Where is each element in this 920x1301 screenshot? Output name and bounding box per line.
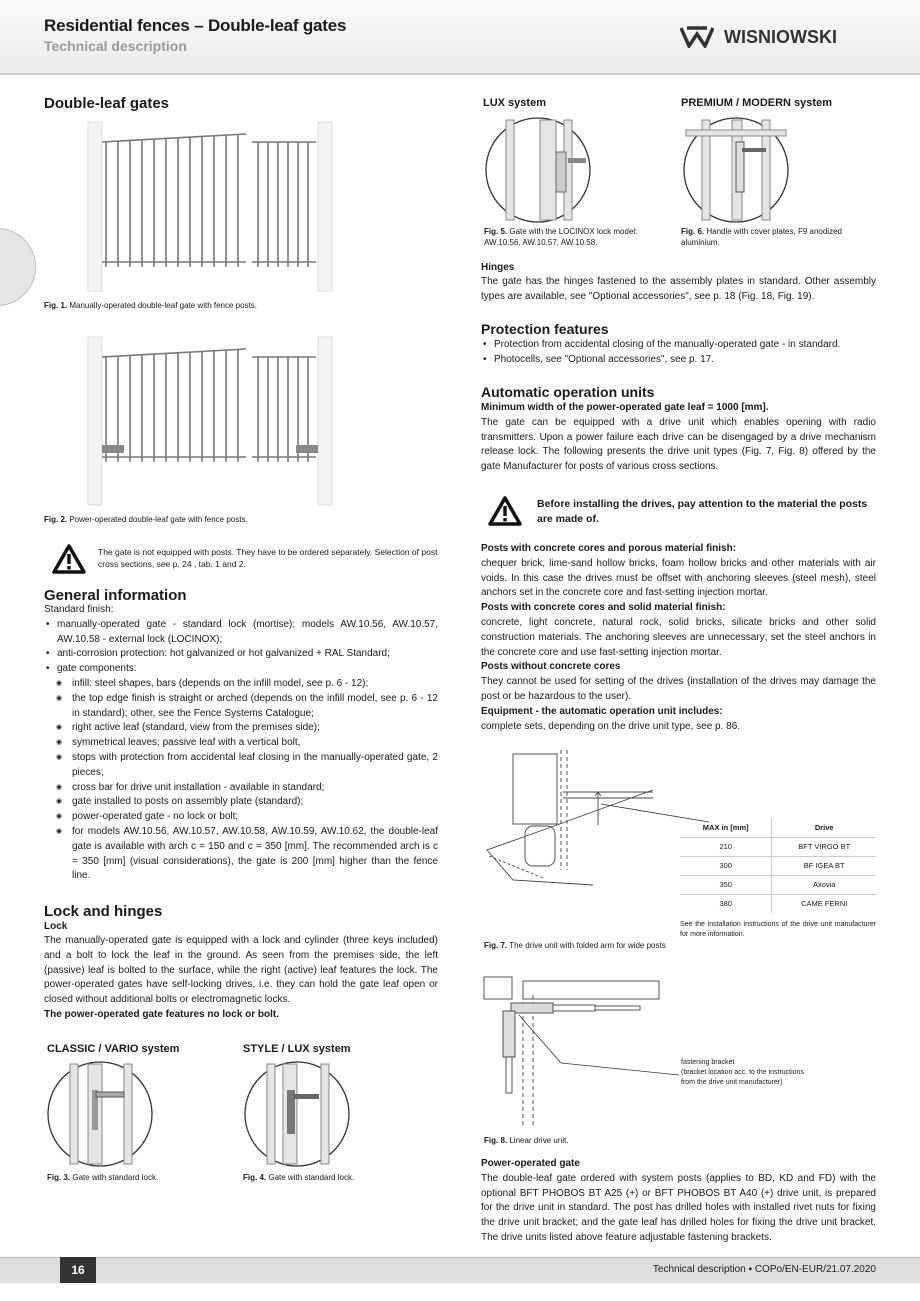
sub-list-item: ◉ infill: steel shapes, bars (depends on the infill model, see p. 6 - 12); <box>44 677 438 692</box>
fig7-folded-arm-drive-drawing <box>483 750 713 940</box>
section-title-general: General information <box>44 587 187 604</box>
fig5-caption: Fig. 5. Gate with the LOCINOX lock model: AW.10.56, AW.10.57, AW.10.58. <box>484 227 638 247</box>
table-cell: 350 <box>680 875 772 894</box>
list-item: • anti-corrosion protection: hot galvanized or hot galvanized + RAL Standard; <box>44 647 438 662</box>
page-number: 16 <box>60 1257 96 1283</box>
list-item: • Photocells, see "Optional accessories", see p. 17. <box>481 353 876 368</box>
standard-finish-list <box>44 618 438 884</box>
table-header: MAX in [mm] <box>680 818 772 837</box>
posts-warning-text: The gate is not equipped with posts. They have to be ordered separately. Selection of post cross sections, see p. 24 , tab. 1 and 2. <box>98 547 438 569</box>
system-style-lux-label: STYLE / LUX system <box>243 1043 351 1055</box>
lock-bold-note: The power-operated gate features no lock or bolt. <box>44 1008 280 1020</box>
bracket-note: (bracket location acc. to the instructions <box>681 1069 804 1076</box>
bracket-annotation <box>681 1058 804 1088</box>
bracket-label: fastening bracket <box>681 1059 735 1066</box>
posts1-text: chequer brick, lime-sand hollow bricks, foam hollow bricks and other materials with air voids. In this case the drives must be offset with anchoring sleeves (steel mesh), steel anchors set in the concrete core and fast-setting injection mortar. <box>481 557 876 599</box>
power-gate-text: The double-leaf gate ordered with system posts (applies to BD, KD and FD) with the optional BFT PHOBOS BT A25 (+) or BFT PHOBOS BT A40 (+) drive unit, is prepared for the drive unit in standard. The post has drilled holes with installed rivet nuts for fixing the drive unit bracket; and the gate leaf has drilled holes for fixing the drive unit bracket. The drive units listed above feature adjustable fastening brackets. <box>481 1172 876 1243</box>
warning-icon <box>488 495 522 527</box>
posts2-title: Posts with concrete cores and solid material finish: <box>481 602 726 614</box>
posts3-text: They cannot be used for setting of the drives (installation of the drives may damage the post or be hazardous to the user). <box>481 676 876 702</box>
wisniowski-logo-icon <box>680 26 714 48</box>
hinges-block <box>481 261 876 305</box>
sub-list-item: ◉ gate installed to posts on assembly plate (standard); <box>44 795 438 810</box>
sub-list-item: ◉ the top edge finish is straight or arched (depends on the infill model, see p. 6 - 12 in standard); other, see the Fence Systems Catalogue; <box>44 692 438 722</box>
list-item: • Protection from accidental closing of the manually-operated gate - in standard. <box>481 338 876 353</box>
table-cell: BFT VIRGO BT <box>772 837 876 856</box>
min-width-note: Minimum width of the power-operated gate leaf = 1000 [mm]. <box>481 402 769 413</box>
standard-finish-label: Standard finish: <box>44 604 114 615</box>
table-cell: 300 <box>680 856 772 875</box>
sub-list-item: ◉ power-operated gate - no lock or bolt; <box>44 810 438 825</box>
header-title: Residential fences – Double-leaf gates <box>44 16 347 35</box>
sub-list-item: ◉ right active leaf (standard, view from the premises side); <box>44 721 438 736</box>
fig6-handle-image <box>682 116 792 224</box>
posts1-title: Posts with concrete cores and porous material finish: <box>481 543 737 554</box>
posts3-title: Posts without concrete cores <box>481 661 621 673</box>
lux-system-label: LUX system <box>483 97 546 109</box>
side-tab-marker <box>0 228 36 306</box>
table-header: Drive <box>772 818 876 837</box>
fig2-caption: Fig. 2. Power-operated double-leaf gate with fence posts. <box>44 515 248 524</box>
fig8-caption: Fig. 8. Linear drive unit. <box>484 1136 569 1145</box>
general-info-block <box>44 603 438 884</box>
hinges-title: Hinges <box>481 262 515 273</box>
hinges-text: The gate has the hinges fastened to the assembly plates in standard. Other assembly types are available, see "Optional accessories", see p. 18 (Fig. 18, Fig. 19). <box>481 276 876 302</box>
header-subtitle: Technical description <box>44 38 187 54</box>
bracket-note: from the drive unit manufacturer) <box>681 1079 783 1086</box>
posts-block <box>481 542 876 734</box>
fig1-manual-gate-image <box>86 112 334 292</box>
sub-list-item: ◉ cross bar for drive unit installation - available in standard; <box>44 781 438 796</box>
automatic-text: The gate can be equipped with a drive unit which enables opening with radio transmitters. Upon a power failure each drive can be disengaged by a drive mechanism release lock. The following presents the drive unit types (Fig. 7, Fig. 8) offered by the gate Manufacturer for posts of various cross sections. <box>481 416 876 473</box>
drive-table-wrapper <box>680 818 876 913</box>
fig3-lock-image <box>46 1060 156 1170</box>
table-cell: CAME FERNI <box>772 894 876 913</box>
equipment-title: Equipment - the automatic operation unit includes: <box>481 705 723 717</box>
footer-text: Technical description ▪ COPo/EN-EUR/21.07.2020 <box>652 1264 876 1275</box>
section-title-double-leaf: Double-leaf gates <box>44 95 170 112</box>
drives-warning-text: Before installing the drives, pay attention to the material the posts are made of. <box>537 498 868 525</box>
fig5-locinox-lock-image <box>484 116 594 224</box>
sub-list-item: ◉ stops with protection from accidental leaf closing in the manually-operated gate, 2 pieces; <box>44 751 438 781</box>
fig1-caption: Fig. 1. Manually-operated double-leaf gate with fence posts. <box>44 301 258 310</box>
fig3-caption: Fig. 3. Gate with standard lock. <box>47 1173 159 1182</box>
warning-icon <box>52 543 86 575</box>
section-title-automatic: Automatic operation units <box>481 384 655 400</box>
fig6-caption: Fig. 6. Handle with cover plates, F9 anodized aluminium. <box>681 227 842 247</box>
table-cell: 380 <box>719 899 732 909</box>
drive-table <box>680 818 876 913</box>
lock-block <box>44 920 438 1023</box>
list-item: • gate components: <box>44 662 438 677</box>
premium-system-label: PREMIUM / MODERN system <box>681 97 832 109</box>
protection-list <box>481 338 876 368</box>
table-cell: 210 <box>680 837 772 856</box>
list-item: • manually-operated gate - standard lock (mortise); models AW.10.56, AW.10.57, AW.10.58 - external lock (LOCINOX); <box>44 618 438 648</box>
table-note: See the installation instructions of the drive unit manufacturer for more information. <box>680 921 876 938</box>
fig4-lock-image <box>243 1060 353 1170</box>
system-classic-vario-label: CLASSIC / VARIO system <box>47 1043 180 1055</box>
table-row <box>680 856 876 875</box>
fig4-caption: Fig. 4. Gate with standard lock. <box>243 1173 355 1182</box>
table-row <box>680 894 876 913</box>
fig8-linear-drive-drawing <box>483 975 683 1130</box>
lock-text: The manually-operated gate is equipped with a lock and cylinder (three keys included) and a bolt to lock the leaf in the ground. As seen from the premises side, the left (passive) leaf is bolted to the surface, while the right (active) leaf features the lock. The power-operated gates have self-locking drives, i.e. they can hold the gate leaf open or closed without additional bolts or electromagnetic locks. <box>44 935 438 1006</box>
brand-name: WISNIOWSKI <box>724 26 837 47</box>
fig2-power-gate-image <box>86 335 334 507</box>
equipment-text: complete sets, depending on the drive unit type, see p. 86. <box>481 720 741 732</box>
sub-list-item: ◉ symmetrical leaves; passive leaf with a vertical bolt, <box>44 736 438 751</box>
fig7-caption: Fig. 7. The drive unit with folded arm for wide posts <box>484 941 666 950</box>
section-title-lock-hinges: Lock and hinges <box>44 903 163 920</box>
power-gate-title: Power-operated gate <box>481 1158 580 1169</box>
table-cell: Axovia <box>772 875 876 894</box>
automatic-block <box>481 401 876 475</box>
power-gate-block <box>481 1157 876 1246</box>
table-cell: BF IGEA BT <box>772 856 876 875</box>
brand-logo <box>680 26 837 48</box>
table-row <box>680 875 876 894</box>
sub-list-item: ◉ for models AW.10.56, AW.10.57, AW.10.58, AW.10.59, AW.10.62, the double-leaf gate is available with arch c = 150 and c = 350 [mm]. The recommended arch is c = 350 [mm] (visual considerations), the gate is 200 [mm] higher than the fence line. <box>44 825 438 884</box>
table-row <box>680 837 876 856</box>
lock-subtitle: Lock <box>44 921 68 932</box>
section-title-protection: Protection features <box>481 321 609 337</box>
posts2-text: concrete, light concrete, natural rock, solid bricks, silicate bricks and other solid construction materials. The anchoring sleeves are unnecessary; set the steel anchors in the concrete core and use fast-setting injection mortar. <box>481 616 876 658</box>
